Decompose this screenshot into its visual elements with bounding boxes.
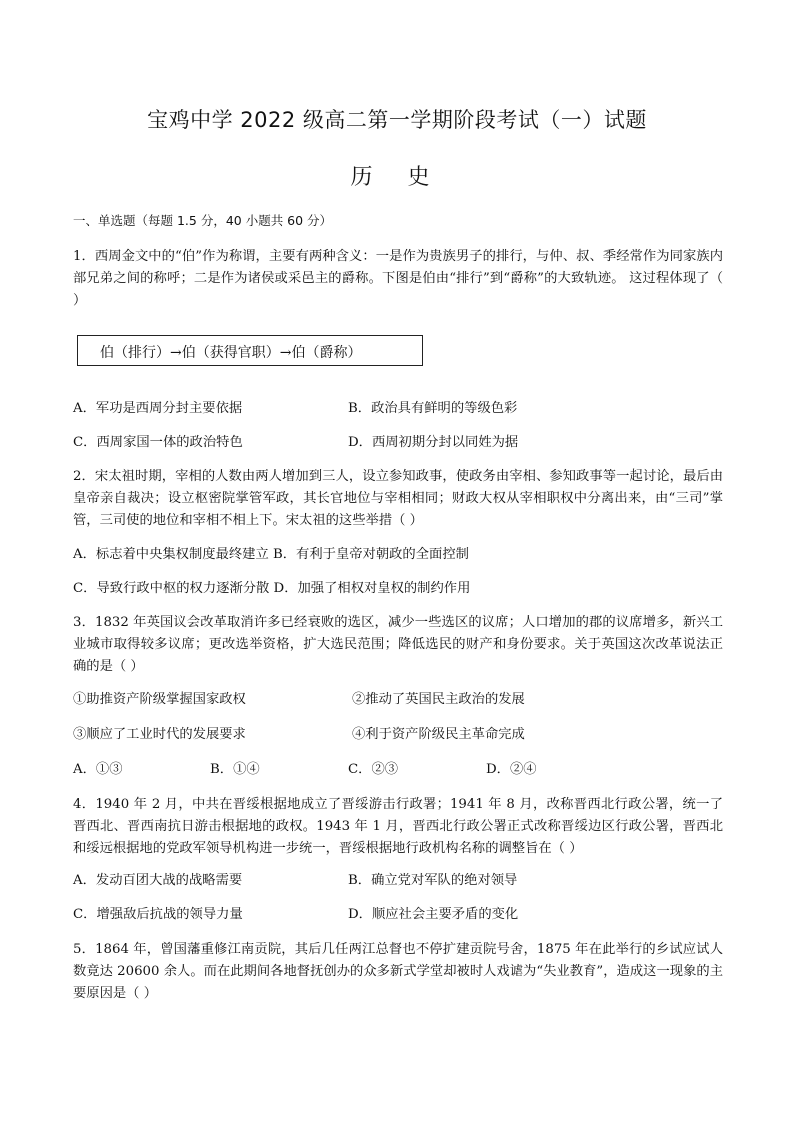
question-3-stem: 3．1832 年英国议会改革取消许多已经衰败的选区，减少一些选区的议席；人口增加的郡的议席增多，新兴工业城市取得较多议席；更改选举资格，扩大选民范围；降低选民的财产和身份要求。关于英国这次改革说法正确的是（ ） [73, 615, 723, 674]
section-heading: 一、单选题（每题 1.5 分，40 小题共 60 分） [73, 213, 333, 228]
question-3-option-d[interactable]: D．②④ [486, 762, 537, 777]
exam-title: 宝鸡中学 2022 级高二第一学期阶段考试（一）试题 [147, 108, 647, 132]
question-2-stem: 2．宋太祖时期，宰相的人数由两人增加到三人，设立参知政事，使政务由宰相、参知政事等一起讨论，最后由皇帝亲自裁决；设立枢密院掌管军政，其长官地位与宰相相同；财政大权从宰相职权中分离出来，由“三司”掌管，三司使的地位和宰相不相上下。宋太祖的这些举措（ ） [73, 469, 723, 528]
question-5-stem: 5．1864 年，曾国藩重修江南贡院，其后几任两江总督也不停扩建贡院号舍，1875 年在此举行的乡试应试人数竟达 20600 余人。而在此期间各地督抚创办的众多新式学堂却被时人戏谑为“失业教育”，造成这一现象的主要原因是（ ） [73, 942, 723, 1001]
question-4-option-a[interactable]: A．发动百团大战的战略需要 [73, 873, 243, 888]
question-4-stem: 4．1940 年 2 月，中共在晋绥根据地成立了晋绥游击行政署；1941 年 8 月，改称晋西北行政公署，统一了晋西北、晋西南抗日游击根据地的政权。1943 年 1 月，晋西北行政公署正式改称晋绥边区行政公署，晋西北和绥远根据地的党政军领导机构进一步统一，晋绥根据地行政机构名称的调整旨在（ ） [73, 797, 723, 856]
question-1-flow-box [77, 335, 423, 366]
question-3-item-3: ③顺应了工业时代的发展要求 [73, 727, 246, 742]
question-1-option-b[interactable]: B．政治具有鲜明的等级色彩 [348, 401, 518, 416]
question-2-options-cd[interactable]: C．导致行政中枢的权力逐渐分散 D．加强了相权对皇权的制约作用 [73, 581, 471, 596]
question-4-option-d[interactable]: D．顺应社会主要矛盾的变化 [348, 907, 519, 922]
question-1-option-c[interactable]: C．西周家国一体的政治特色 [73, 435, 243, 450]
subject-heading: 历 史 [350, 165, 444, 190]
question-3-item-4: ④利于资产阶级民主革命完成 [352, 727, 525, 742]
question-3-item-2: ②推动了英国民主政治的发展 [352, 692, 525, 707]
question-1-stem: 1．西周金文中的“伯”作为称谓，主要有两种含义：一是作为贵族男子的排行，与仲、叔、季经常作为同家族内部兄弟之间的称呼；二是作为诸侯或采邑主的爵称。下图是伯由“排行”到“爵称”的大致轨迹。 这过程体现了（ ） [73, 249, 723, 308]
question-3-option-b[interactable]: B．①④ [210, 762, 260, 777]
question-1-flow-text: 伯（排行）→伯（获得官职）→伯（爵称） [100, 345, 362, 361]
question-3-option-a[interactable]: A．①③ [73, 762, 123, 777]
question-1-option-a[interactable]: A．军功是西周分封主要依据 [73, 401, 243, 416]
question-3-option-c[interactable]: C．②③ [348, 762, 399, 777]
question-1-option-d[interactable]: D．西周初期分封以同姓为据 [348, 435, 519, 450]
question-4-option-c[interactable]: C．增强敌后抗战的领导力量 [73, 907, 243, 922]
question-4-option-b[interactable]: B．确立党对军队的绝对领导 [348, 873, 518, 888]
question-3-item-1: ①助推资产阶级掌握国家政权 [73, 692, 246, 707]
question-2-options-ab[interactable]: A．标志着中央集权制度最终建立 B．有利于皇帝对朝政的全面控制 [73, 547, 469, 562]
